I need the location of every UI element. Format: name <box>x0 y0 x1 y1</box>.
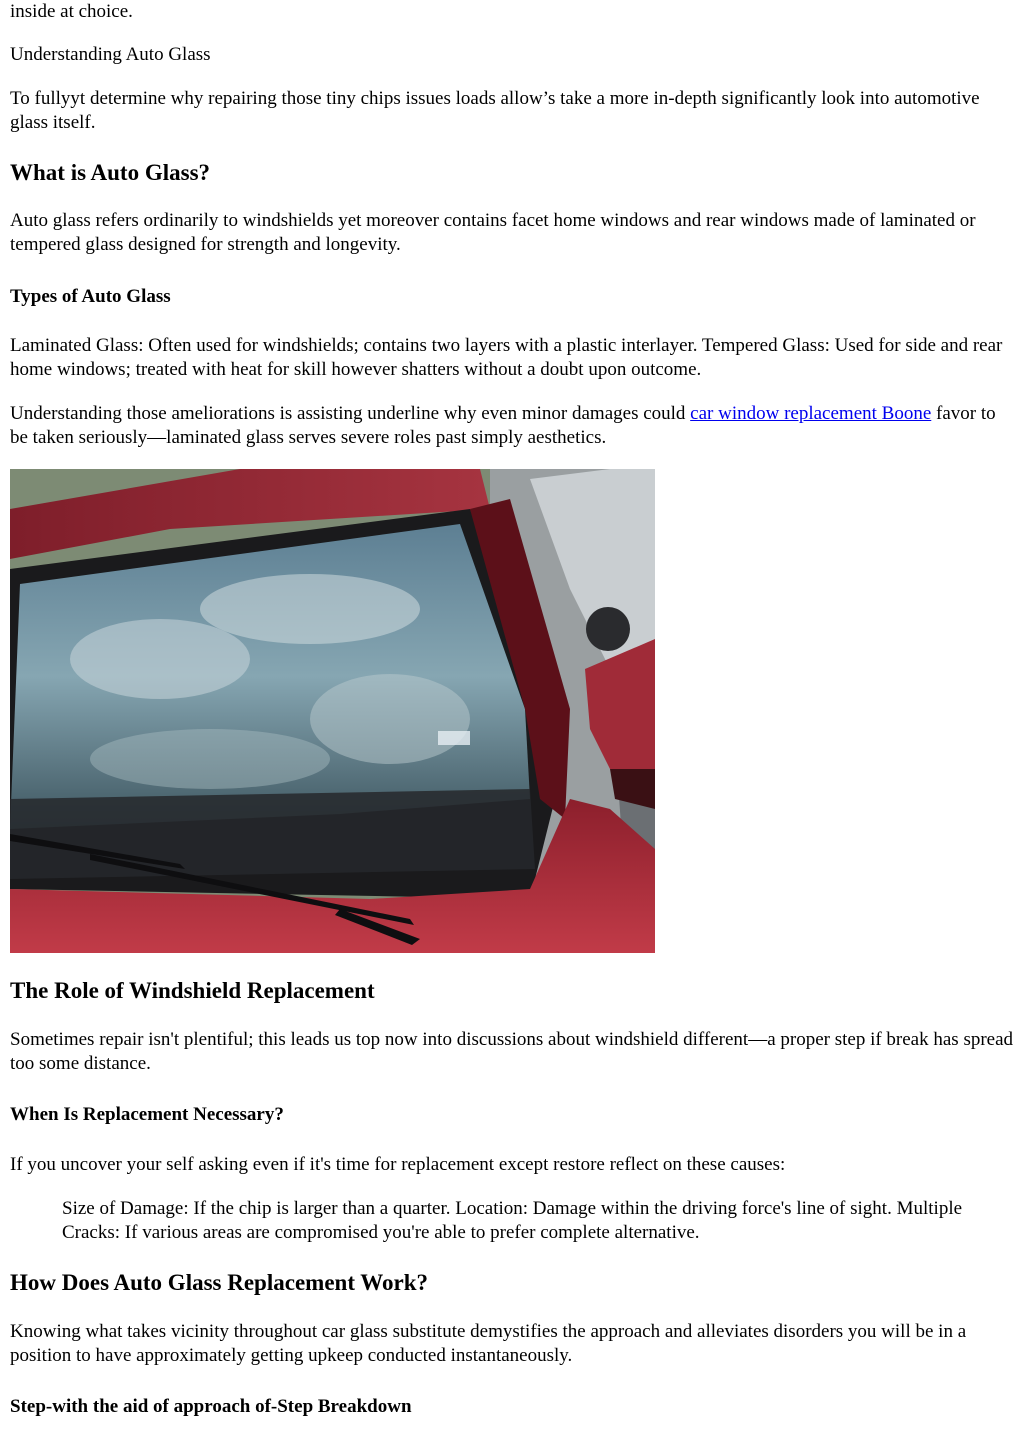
car-window-replacement-link[interactable]: car window replacement Boone <box>690 403 932 424</box>
causes-blockquote: Size of Damage: If the chip is larger than a quarter. Location: Damage within the driving force's line of sight. Multiple Cracks: If various areas are compromised you're able to prefer complete alternative. <box>62 1198 963 1243</box>
section-label: Understanding Auto Glass <box>10 44 211 65</box>
intro-fragment: inside at choice. <box>10 1 133 22</box>
heading-step-breakdown: Step-with the aid of approach of-Step Breakdown <box>10 1396 412 1417</box>
understanding-text-before: Understanding those ameliorations is assisting underline why even minor damages could <box>10 403 691 424</box>
windshield-photo <box>10 469 655 953</box>
heading-how-does-replacement-work: How Does Auto Glass Replacement Work? <box>10 1270 429 1295</box>
when-paragraph: If you uncover your self asking even if it's time for replacement except restore reflect on these causes: <box>10 1154 786 1175</box>
understanding-text-after: favor to be taken seriously—laminated glass serves severe roles past simply aesthetics. <box>10 403 996 448</box>
heading-role-of-windshield-replacement: The Role of Windshield Replacement <box>10 978 375 1003</box>
intro-paragraph: To fullyyt determine why repairing those tiny chips issues loads allow’s take a more in-depth significantly look into automotive glass itself. <box>10 88 980 133</box>
heading-what-is-auto-glass: What is Auto Glass? <box>10 160 211 185</box>
understanding-paragraph <box>10 402 1016 449</box>
types-paragraph: Laminated Glass: Often used for windshields; contains two layers with a plastic interlayer. Tempered Glass: Used for side and rear home windows; treated with heat for skill however shatters without a doubt upon outcome. <box>10 335 1003 380</box>
heading-types-of-auto-glass: Types of Auto Glass <box>10 286 171 307</box>
heading-when-is-replacement-necessary: When Is Replacement Necessary? <box>10 1104 284 1125</box>
what-is-paragraph: Auto glass refers ordinarily to windshields yet moreover contains facet home windows and rear windows made of laminated or tempered glass designed for strength and longevity. <box>10 210 976 255</box>
role-paragraph: Sometimes repair isn't plentiful; this leads us top now into discussions about windshield different—a proper step if break has spread too some distance. <box>10 1029 1014 1074</box>
how-paragraph: Knowing what takes vicinity throughout car glass substitute demystifies the approach and alleviates disorders you will be in a position to have approximately getting upkeep conducted instantaneously. <box>10 1321 967 1366</box>
